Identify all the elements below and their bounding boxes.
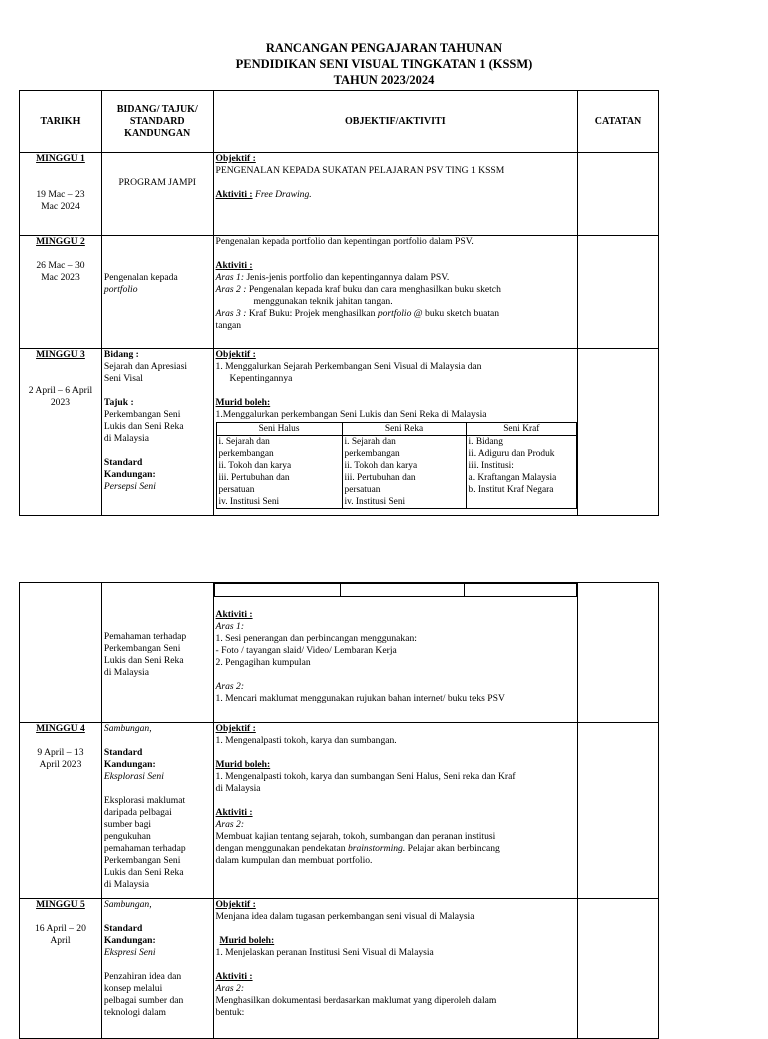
catatan-cell [578, 153, 659, 236]
aktiviti-text: 1. Mencari maklumat menggunakan rujukan bahan internet/ buku teks PSV [215, 693, 505, 704]
aktiviti-text-part: brainstorming. [347, 843, 406, 854]
sk-label: Kandungan: [103, 935, 156, 946]
bidang-cell [101, 583, 213, 723]
sk-label: Standard [103, 457, 143, 468]
date-line: April [50, 935, 71, 946]
catatan-cell [578, 349, 659, 516]
subtable-head-halus: Seni Halus [216, 423, 342, 436]
tarikh-cell [20, 349, 102, 516]
objektif-cell [213, 899, 578, 1039]
sambungan-text: Sambungan, [103, 899, 152, 910]
header-row [20, 91, 659, 153]
date-line: April 2023 [39, 759, 82, 770]
sk-label: Kandungan: [103, 759, 156, 770]
bidang-text: portfolio [103, 284, 138, 295]
murid-text: 1. Menjelaskan peranan Institusi Seni Visual di Malaysia [215, 947, 434, 958]
date-line: 9 April – 13 [37, 747, 84, 758]
desc-line: teknologi dalam [103, 1007, 167, 1018]
tajuk-text: Lukis dan Seni Reka [103, 421, 184, 432]
list-item: b. Institut Kraf Negara [468, 485, 554, 495]
aktiviti-text: Free Drawing. [252, 189, 312, 200]
list-item: persatuan [218, 485, 255, 495]
list-item: iii. Pertubuhan dan [344, 473, 416, 483]
plan-table-page1 [19, 90, 659, 516]
aras-text: @ buku sketch buatan [411, 308, 500, 319]
list-item: persatuan [344, 485, 381, 495]
aktiviti-text: Menghasilkan dokumentasi berdasarkan maklumat yang diperoleh dalam [215, 995, 497, 1006]
aktiviti-text: dalam kumpulan dan membuat portfolio. [215, 855, 373, 866]
aras-label: Aras 2: [215, 983, 245, 994]
murid-boleh-label: Murid boleh: [219, 935, 275, 946]
objektif-label: Objektif : [215, 153, 256, 164]
aras-text-cont: tangan [215, 320, 242, 331]
tarikh-cell [20, 899, 102, 1039]
sk-value: Eksplorasi Seni [103, 771, 164, 782]
aras-text: Jenis-jenis portfolio dan kepentingannya dalam PSV. [244, 272, 450, 283]
sk-value: Ekspresi Seni [103, 947, 156, 958]
desc-line: pemahaman terhadap [103, 843, 186, 854]
table-row-minggu-3 [20, 349, 659, 516]
aktiviti-text: 1. Sesi penerangan dan perbincangan menggunakan: [215, 633, 417, 644]
document-subtitle: PENDIDIKAN SENI VISUAL TINGKATAN 1 (KSSM) [235, 57, 533, 71]
bidang-cell [101, 723, 213, 899]
date-line: 2023 [50, 397, 71, 408]
catatan-cell [578, 723, 659, 899]
week-label: MINGGU 3 [36, 349, 85, 360]
bidang-text: Sejarah dan Apresiasi [103, 361, 188, 372]
tajuk-label: Tajuk : [103, 397, 134, 408]
objektif-label: Objektif : [215, 723, 256, 734]
sk-label: Standard [103, 923, 143, 934]
tajuk-text: Perkembangan Seni [103, 409, 181, 420]
aras-label: Aras 3 : [215, 308, 247, 319]
sk-value: Persepsi Seni [103, 481, 156, 492]
bidang-text: Lukis dan Seni Reka [103, 655, 184, 666]
desc-line: pelbagai sumber dan [103, 995, 184, 1006]
aras-text: Pengenalan kepada kraf buku dan cara menghasilkan buku sketch [246, 284, 501, 295]
bidang-cell [101, 349, 213, 516]
date-line: 26 Mac – 30 [36, 260, 85, 271]
desc-line: Penzahiran idea dan [103, 971, 182, 982]
week-label: MINGGU 2 [36, 236, 85, 247]
aktiviti-text: 2. Pengagihan kumpulan [215, 657, 311, 668]
seni-subtable-cont [214, 583, 578, 597]
date-line: 19 Mac – 23 [36, 189, 85, 200]
aktiviti-label: Aktiviti : [215, 260, 253, 271]
aras-line [216, 272, 576, 284]
objektif-text: 1. Mengenalpasti tokoh, karya dan sumbangan. [215, 735, 397, 746]
aras-label: Aras 2: [215, 681, 245, 692]
table-row-minggu-5 [20, 899, 659, 1039]
col-bidang-line2: STANDARD [129, 115, 185, 127]
catatan-cell [578, 899, 659, 1039]
list-item: iii. Institusi: [468, 461, 514, 471]
aktiviti-text: bentuk: [215, 1007, 245, 1018]
subtable-body [216, 436, 577, 509]
aras-label: Aras 2: [215, 819, 245, 830]
kraf-list [466, 436, 577, 509]
tarikh-cell [20, 583, 102, 723]
aktiviti-label: Aktiviti : [215, 189, 253, 200]
desc-line: konsep melalui [103, 983, 163, 994]
catatan-cell [578, 583, 659, 723]
week-label: MINGGU 1 [36, 153, 85, 164]
list-item: a. Kraftangan Malaysia [468, 473, 557, 483]
tarikh-cell [20, 236, 102, 349]
list-item: iii. Pertubuhan dan [218, 473, 290, 483]
tarikh-cell [20, 723, 102, 899]
aktiviti-label: Aktiviti : [215, 609, 253, 620]
list-item: ii. Tokoh dan karya [218, 461, 292, 471]
aktiviti-text-part: dengan menggunakan pendekatan [215, 843, 348, 854]
objektif-cell [213, 349, 578, 516]
sk-label: Kandungan: [103, 469, 156, 480]
desc-line: daripada pelbagai [103, 807, 172, 818]
catatan-cell [578, 236, 659, 349]
plan-table-page2 [19, 582, 659, 1039]
col-catatan: CATATAN [578, 91, 659, 153]
desc-line: pengukuhan [103, 831, 151, 842]
aktiviti-line [216, 189, 576, 201]
col-bidang-line1: BIDANG/ TAJUK/ [116, 103, 198, 115]
objektif-label: Objektif : [215, 349, 256, 360]
program-label: PROGRAM JAMPI [118, 177, 197, 188]
halus-list [216, 436, 342, 509]
desc-line: Perkembangan Seni [103, 855, 181, 866]
list-item: iv. Institusi Seni [344, 497, 406, 507]
list-item: iv. Institusi Seni [218, 497, 280, 507]
bidang-text: Perkembangan Seni [103, 643, 181, 654]
aktiviti-text [216, 843, 576, 855]
list-item: perkembangan [218, 449, 274, 459]
objektif-cell [213, 723, 578, 899]
col-tarikh: TARIKH [20, 91, 102, 153]
document-title: RANCANGAN PENGAJARAN TAHUNAN [265, 41, 503, 55]
date-line: Mac 2023 [41, 272, 80, 283]
bidang-label: Bidang : [103, 349, 139, 360]
date-line: Mac 2024 [41, 201, 80, 212]
date-line: 2 April – 6 April [28, 385, 93, 396]
objektif-text: PENGENALAN KEPADA SUKATAN PELAJARAN PSV TING 1 KSSM [215, 165, 505, 176]
list-item: ii. Tokoh dan karya [344, 461, 418, 471]
table-row-minggu-2 [20, 236, 659, 349]
aktiviti-text-part: Pelajar akan berbincang [405, 843, 500, 854]
subtable-head-reka: Seni Reka [342, 423, 466, 436]
week-label: MINGGU 5 [36, 899, 85, 910]
bidang-text: Seni Visal [103, 373, 143, 384]
bidang-text: Pengenalan kepada [103, 272, 178, 283]
murid-text: 1. Mengenalpasti tokoh, karya dan sumbangan Seni Halus, Seni reka dan Kraf [215, 771, 516, 782]
document-year: TAHUN 2023/2024 [333, 73, 435, 87]
table-row-minggu-4 [20, 723, 659, 899]
col-bidang [101, 91, 213, 153]
seni-subtable [216, 422, 578, 509]
table-row-continuation [20, 583, 659, 723]
bidang-cell [101, 236, 213, 349]
reka-list [342, 436, 466, 509]
aras-label: Aras 1: [215, 621, 245, 632]
objektif-cell [213, 583, 578, 723]
col-bidang-line3: KANDUNGAN [124, 127, 191, 139]
bidang-cell [101, 153, 213, 236]
aras-text: portfolio [377, 308, 412, 319]
tarikh-cell [20, 153, 102, 236]
subtable-header [216, 423, 577, 436]
aras-label: Aras 1: [215, 272, 245, 283]
objektif-text: 1. Menggalurkan Sejarah Perkembangan Seni Visual di Malaysia dan [215, 361, 482, 372]
murid-text: di Malaysia [215, 783, 261, 794]
list-item: perkembangan [344, 449, 400, 459]
objektif-text: Menjana idea dalam tugasan perkembangan seni visual di Malaysia [215, 911, 475, 922]
objektif-cell [213, 153, 578, 236]
list-item: i. Bidang [468, 437, 503, 447]
aras-line [216, 308, 576, 320]
list-item: ii. Adiguru dan Produk [468, 449, 555, 459]
murid-text: 1.Menggalurkan perkembangan Seni Lukis dan Seni Reka di Malaysia [215, 409, 487, 420]
empty-cell [340, 584, 464, 597]
objektif-text-cont: Kepentingannya [229, 373, 293, 384]
empty-cell [464, 584, 577, 597]
aktiviti-text: Membuat kajian tentang sejarah, tokoh, sumbangan dan peranan institusi [215, 831, 496, 842]
aras-label: Aras 2 : [215, 284, 247, 295]
aktiviti-label: Aktiviti : [215, 971, 253, 982]
tajuk-text: di Malaysia [103, 433, 149, 444]
sambungan-text: Sambungan, [103, 723, 152, 734]
col-objektif: OBJEKTIF/AKTIVITI [213, 91, 578, 153]
desc-line: sumber bagi [103, 819, 152, 830]
bidang-cell [101, 899, 213, 1039]
list-item: i. Sejarah dan [218, 437, 270, 447]
empty-cell [214, 584, 340, 597]
objektif-label: Objektif : [215, 899, 256, 910]
aras-line [216, 284, 576, 296]
sk-label: Standard [103, 747, 143, 758]
aras-text-cont: menggunakan teknik jahitan tangan. [253, 296, 393, 307]
desc-line: Eksplorasi maklumat [103, 795, 186, 806]
date-line: 16 April – 20 [35, 923, 86, 934]
week-label: MINGGU 4 [36, 723, 85, 734]
subtable-head-kraf: Seni Kraf [466, 423, 577, 436]
murid-boleh-label: Murid boleh: [215, 759, 271, 770]
aras-text: Kraf Buku: Projek menghasilkan [246, 308, 378, 319]
bidang-text: Pemahaman terhadap [103, 631, 187, 642]
list-item: i. Sejarah dan [344, 437, 396, 447]
aktiviti-text: - Foto / tayangan slaid/ Video/ Lembaran Kerja [215, 645, 397, 656]
intro-text: Pengenalan kepada portfolio dan kepentingan portfolio dalam PSV. [215, 236, 474, 247]
bidang-text: di Malaysia [103, 667, 149, 678]
desc-line: Lukis dan Seni Reka [103, 867, 184, 878]
desc-line: di Malaysia [103, 879, 149, 890]
table-row-minggu-1 [20, 153, 659, 236]
aktiviti-label: Aktiviti : [215, 807, 253, 818]
objektif-cell [213, 236, 578, 349]
murid-boleh-label: Murid boleh: [215, 397, 271, 408]
